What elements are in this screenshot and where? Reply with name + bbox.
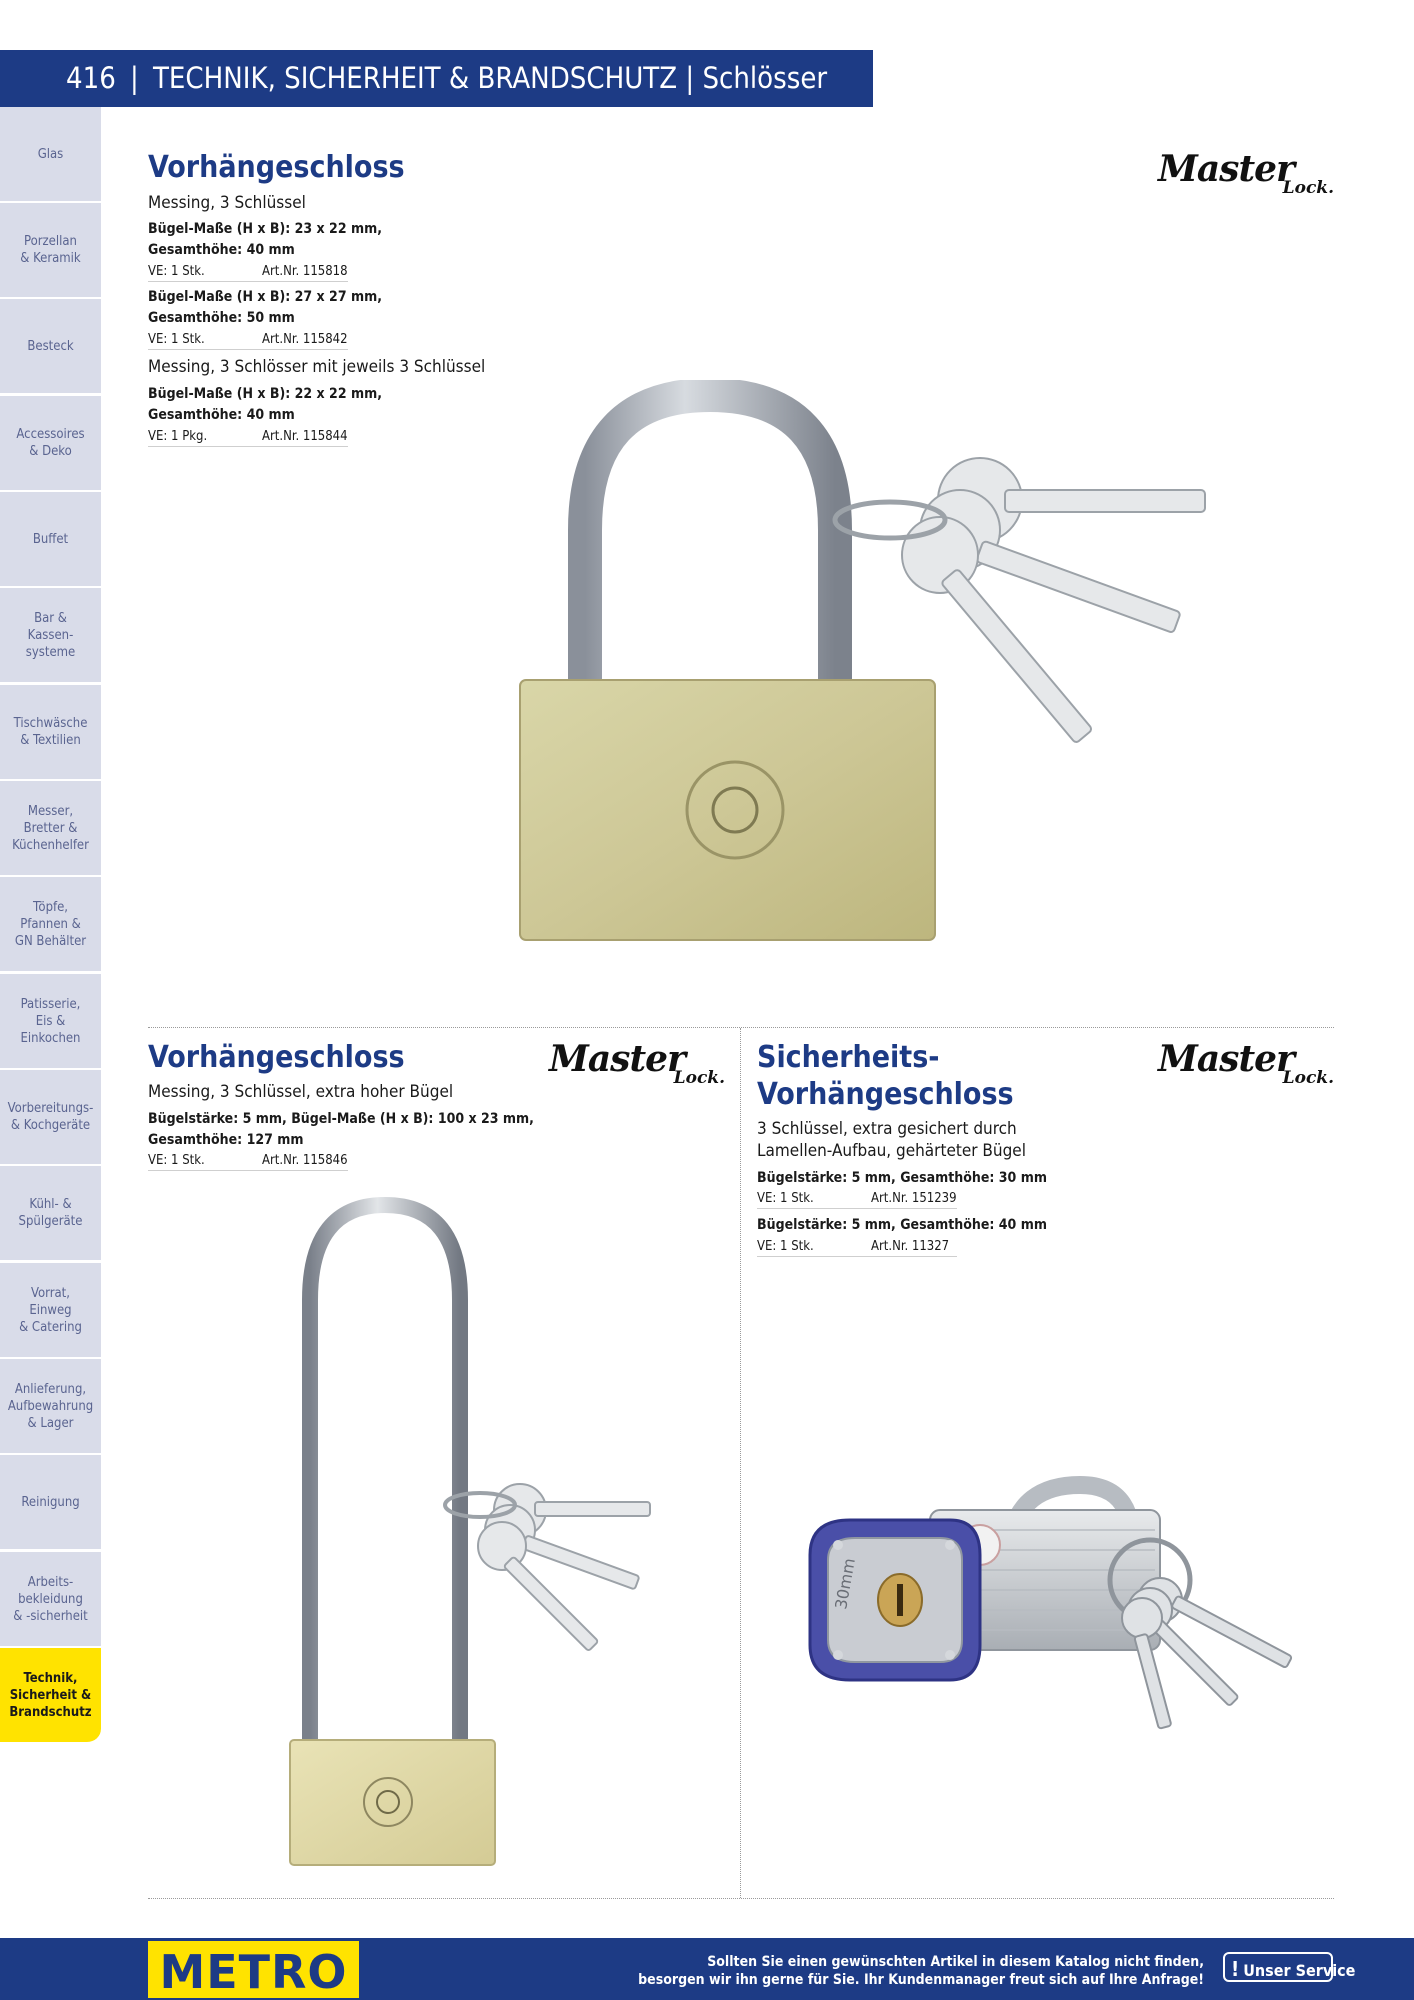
article-number: Art.Nr. 115842 (262, 332, 348, 347)
product-spec: Bügelstärke: 5 mm, Bügel-Maße (H x B): 100 x 23 mm, (148, 1111, 534, 1127)
sidebar-item-kuehl[interactable] (0, 1166, 101, 1261)
sidebar-item-label: Glas (37, 146, 64, 162)
article-number: Art.Nr. 151239 (871, 1191, 957, 1206)
product-title: Vorhängeschloss (148, 150, 405, 185)
logo-word: Lock. (673, 1068, 725, 1088)
logo-word: Master (1158, 1038, 1294, 1080)
brass-padlock-image (510, 380, 1220, 950)
header-separator: | (130, 61, 139, 95)
sidebar-item-patisserie[interactable] (0, 974, 101, 1069)
sidebar-item-anlieferung[interactable] (0, 1359, 101, 1454)
order-unit: VE: 1 Stk. (148, 332, 205, 347)
sidebar-item-label: Porzellan & Keramik (20, 234, 81, 266)
product-spec: Bügel-Maße (H x B): 23 x 22 mm, (148, 221, 383, 237)
sidebar-item-vorbereitung[interactable] (0, 1070, 101, 1165)
master-lock-logo (1158, 148, 1334, 200)
product-description: Lamellen-Aufbau, gehärteter Bügel (757, 1141, 1026, 1161)
sidebar-item-label: Vorbereitungs- & Kochgeräte (7, 1101, 94, 1133)
article-number: Art.Nr. 115846 (262, 1153, 348, 1168)
order-unit: VE: 1 Stk. (148, 264, 205, 279)
product-spec: Bügelstärke: 5 mm, Gesamthöhe: 30 mm (757, 1170, 1047, 1186)
exclamation-icon: ! (1231, 1957, 1240, 1981)
metro-logo-text: METRO (159, 1945, 348, 1999)
sidebar-item-reinigung[interactable] (0, 1455, 101, 1550)
sidebar-item-messer[interactable] (0, 781, 101, 876)
page-number: 416 (66, 61, 116, 95)
product-spec: Bügelstärke: 5 mm, Gesamthöhe: 40 mm (757, 1217, 1047, 1233)
bottom-divider (148, 1898, 1334, 1899)
order-unit: VE: 1 Stk. (148, 1153, 205, 1168)
product-spec: Gesamthöhe: 40 mm (148, 242, 295, 258)
product-title-line2: Vorhängeschloss (757, 1077, 1014, 1112)
sidebar-item-label: Reinigung (21, 1494, 80, 1510)
sidebar-item-label: Messer, Bretter & Küchenhelfer (12, 803, 89, 853)
footer-message (638, 1953, 1204, 1989)
product-spec: Gesamthöhe: 127 mm (148, 1132, 304, 1148)
sidebar-item-buffet[interactable] (0, 492, 101, 587)
sidebar-item-besteck[interactable] (0, 299, 101, 394)
sidebar-item-label: Vorrat, Einweg & Catering (19, 1285, 82, 1335)
article-number: Art.Nr. 11327 (871, 1239, 950, 1254)
sidebar-item-label: Töpfe, Pfannen & GN Behälter (14, 899, 87, 949)
product-description: Messing, 3 Schlüssel, extra hoher Bügel (148, 1082, 454, 1102)
section-divider (148, 1027, 1334, 1028)
metro-logo (146, 1939, 361, 2000)
sidebar-item-label: Besteck (27, 338, 74, 354)
order-unit: VE: 1 Stk. (757, 1239, 814, 1254)
laminated-padlock-image (780, 1470, 1320, 1730)
product-title: Vorhängeschloss (148, 1040, 405, 1075)
sidebar-item-label: Tischwäsche & Textilien (13, 716, 88, 748)
sidebar-item-label: Bar & Kassen- systeme (25, 610, 76, 660)
logo-word: Master (549, 1038, 685, 1080)
column-divider (740, 1028, 741, 1898)
sidebar-item-label: Arbeits- bekleidung & -sicherheit (13, 1574, 88, 1624)
article-number: Art.Nr. 115818 (262, 264, 348, 279)
order-unit-row (757, 1238, 957, 1257)
header-bar (0, 50, 873, 107)
lock-size-label: 30mm (831, 1556, 859, 1611)
master-lock-logo (549, 1038, 725, 1090)
product-spec: Bügel-Maße (H x B): 22 x 22 mm, (148, 386, 383, 402)
sidebar-item-accessoires[interactable] (0, 396, 101, 491)
logo-word: Master (1158, 148, 1294, 190)
sidebar-item-glas[interactable] (0, 107, 101, 202)
order-unit-row (148, 1152, 348, 1171)
sidebar-item-label: Buffet (32, 531, 69, 547)
logo-word: Lock. (1282, 178, 1334, 198)
product-description: Messing, 3 Schlüssel (148, 193, 306, 213)
sidebar-item-arbeitsbekleidung[interactable] (0, 1552, 101, 1647)
footer-line-1: Sollten Sie einen gewünschten Artikel in diesem Katalog nicht finden, (707, 1954, 1204, 1970)
logo-word: Lock. (1282, 1068, 1334, 1088)
sidebar-item-toepfe[interactable] (0, 877, 101, 972)
sidebar-item-tischwaesche[interactable] (0, 685, 101, 780)
product-spec: Gesamthöhe: 40 mm (148, 407, 295, 423)
article-number: Art.Nr. 115844 (262, 429, 348, 444)
order-unit-row (757, 1190, 957, 1209)
order-unit-row (148, 331, 348, 350)
sidebar-item-vorrat[interactable] (0, 1263, 101, 1358)
footer-line-2: besorgen wir ihn gerne für Sie. Ihr Kundenmanager freut sich auf Ihre Anfrage! (638, 1972, 1204, 1988)
sidebar-item-label: Accessoires & Deko (16, 427, 85, 459)
product-spec: Gesamthöhe: 50 mm (148, 310, 295, 326)
service-label: Unser Service (1243, 1961, 1356, 1980)
sidebar-item-label: Kühl- & Spülgeräte (18, 1197, 83, 1229)
long-shackle-padlock-image (280, 1190, 680, 1880)
unser-service-button[interactable] (1223, 1952, 1356, 1982)
product-spec: Bügel-Maße (H x B): 27 x 27 mm, (148, 289, 383, 305)
sidebar-item-label: Patisserie, Eis & Einkochen (20, 996, 81, 1046)
order-unit: VE: 1 Pkg. (148, 429, 208, 444)
section-title: TECHNIK, SICHERHEIT & BRANDSCHUTZ | Schlösser (153, 61, 828, 95)
sidebar-item-label: Technik, Sicherheit & Brandschutz (9, 1670, 92, 1720)
product-description: Messing, 3 Schlösser mit jeweils 3 Schlüssel (148, 357, 486, 377)
sidebar-item-technik[interactable] (0, 1648, 101, 1743)
product-description: 3 Schlüssel, extra gesichert durch (757, 1119, 1017, 1139)
sidebar-item-label: Anlieferung, Aufbewahrung & Lager (7, 1381, 94, 1431)
sidebar-item-porzellan[interactable] (0, 203, 101, 298)
order-unit-row (148, 428, 348, 447)
sidebar-item-bar[interactable] (0, 588, 101, 683)
master-lock-logo (1158, 1038, 1334, 1090)
order-unit: VE: 1 Stk. (757, 1191, 814, 1206)
product-title-line1: Sicherheits- (757, 1040, 940, 1075)
order-unit-row (148, 263, 348, 282)
